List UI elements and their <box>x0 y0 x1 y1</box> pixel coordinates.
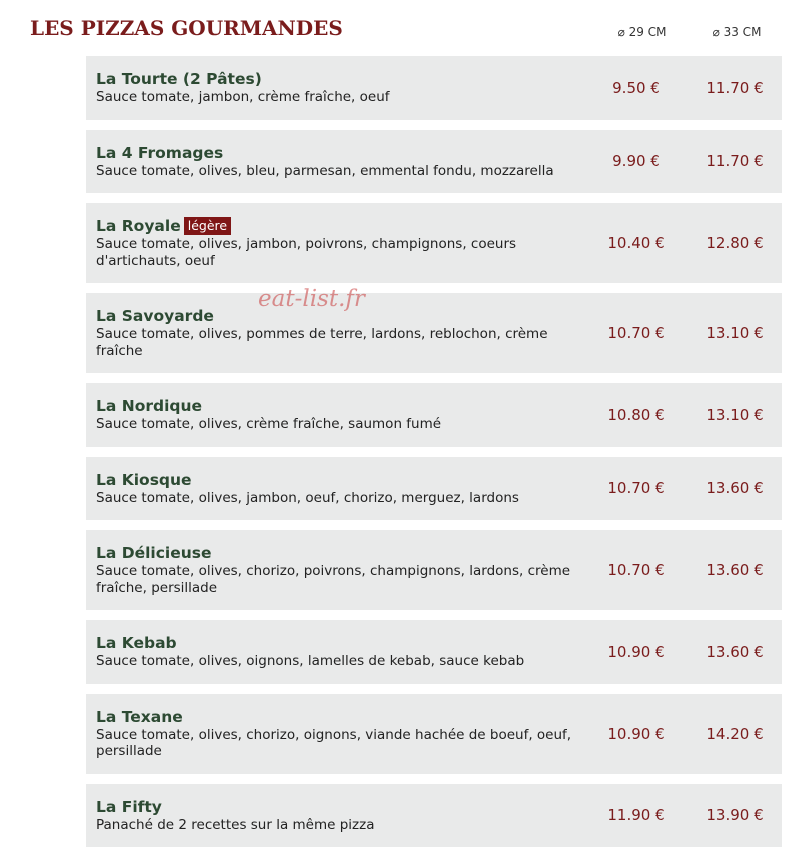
size-33cm-header: ⌀ 33 CM <box>712 25 762 39</box>
pizza-info <box>86 694 586 774</box>
pizza-row <box>86 457 782 521</box>
menu-header <box>0 0 795 56</box>
pizza-name: La Royale <box>96 217 181 235</box>
pizza-description: Sauce tomate, olives, pommes de terre, lardons, reblochon, crème fraîche <box>96 326 548 359</box>
pizza-info <box>86 620 586 684</box>
pizza-info <box>86 56 586 120</box>
pizza-description: Sauce tomate, olives, chorizo, poivrons, champignons, lardons, crème fraîche, persillade <box>96 563 571 596</box>
pizza-description: Sauce tomate, olives, oignons, lamelles de kebab, sauce kebab <box>96 653 525 669</box>
price-33cm: 13.60 € <box>706 561 764 579</box>
price-29cm: 10.70 € <box>607 479 665 498</box>
pizza-name: La 4 Fromages <box>96 143 224 162</box>
pizza-name-line <box>96 70 586 89</box>
pizza-info <box>86 784 586 848</box>
watermark: eat-list.fr <box>258 286 365 312</box>
pizza-info <box>86 383 586 447</box>
pizza-name-line <box>96 217 586 236</box>
pizza-row <box>86 530 782 610</box>
pizza-name-line <box>96 397 586 416</box>
pizza-description: Panaché de 2 recettes sur la même pizza <box>96 816 375 833</box>
price-33cm: 11.70 € <box>706 152 764 171</box>
pizza-name: La Nordique <box>96 397 203 415</box>
price-29cm: 10.80 € <box>607 405 665 424</box>
light-badge: légère <box>184 217 231 235</box>
pizza-name: La Savoyarde <box>96 307 214 325</box>
pizza-name: La Fifty <box>96 797 162 816</box>
price-33cm: 13.90 € <box>706 806 764 825</box>
price-33cm: 13.60 € <box>706 642 764 661</box>
pizza-row <box>86 694 782 774</box>
pizza-row <box>86 293 782 373</box>
pizza-description: Sauce tomate, olives, jambon, oeuf, chorizo, merguez, lardons <box>96 489 519 506</box>
pizza-description: Sauce tomate, olives, chorizo, oignons, viande hachée de boeuf, oeuf, persillade <box>96 726 572 759</box>
price-29cm: 10.90 € <box>607 642 665 661</box>
pizza-name: La Kebab <box>96 634 177 652</box>
pizza-name: La Délicieuse <box>96 544 212 562</box>
price-33cm: 13.10 € <box>706 405 764 424</box>
pizza-name-line <box>96 798 586 817</box>
pizza-row <box>86 383 782 447</box>
pizza-description: Sauce tomate, olives, jambon, poivrons, champignons, coeurs d'artichauts, oeuf <box>96 236 517 269</box>
pizza-name-line <box>96 708 586 727</box>
price-29cm: 9.50 € <box>612 78 660 97</box>
pizza-row <box>86 784 782 848</box>
price-33cm: 11.70 € <box>706 78 764 97</box>
pizza-row <box>86 203 782 283</box>
pizza-name-line <box>96 144 586 163</box>
price-29cm: 9.90 € <box>612 152 660 171</box>
price-33cm: 13.60 € <box>706 479 764 498</box>
pizza-name: La Kiosque <box>96 470 192 489</box>
pizza-name-line <box>96 544 586 563</box>
price-29cm: 10.70 € <box>607 324 665 342</box>
menu-title: LES PIZZAS GOURMANDES <box>30 16 343 40</box>
price-29cm: 10.70 € <box>607 561 665 579</box>
pizza-info <box>86 203 586 283</box>
pizza-row <box>86 130 782 194</box>
pizza-description: Sauce tomate, olives, crème fraîche, saumon fumé <box>96 416 442 432</box>
price-29cm: 10.90 € <box>607 724 665 743</box>
pizza-description: Sauce tomate, jambon, crème fraîche, oeuf <box>96 89 390 105</box>
pizza-row <box>86 620 782 684</box>
pizza-info <box>86 457 586 521</box>
pizza-description: Sauce tomate, olives, bleu, parmesan, emmental fondu, mozzarella <box>96 162 554 179</box>
price-29cm: 10.40 € <box>607 234 665 252</box>
price-33cm: 14.20 € <box>706 724 764 743</box>
pizza-name: La Tourte (2 Pâtes) <box>96 70 262 88</box>
pizza-name: La Texane <box>96 707 183 726</box>
pizza-row <box>86 56 782 120</box>
pizza-name-line <box>96 634 586 653</box>
pizza-info <box>86 530 586 610</box>
price-33cm: 12.80 € <box>706 234 764 252</box>
pizza-name-line <box>96 471 586 490</box>
pizza-info <box>86 130 586 194</box>
pizza-list <box>86 56 782 857</box>
price-33cm: 13.10 € <box>706 324 764 342</box>
size-29cm-header: ⌀ 29 CM <box>617 25 667 39</box>
price-29cm: 11.90 € <box>607 806 665 825</box>
